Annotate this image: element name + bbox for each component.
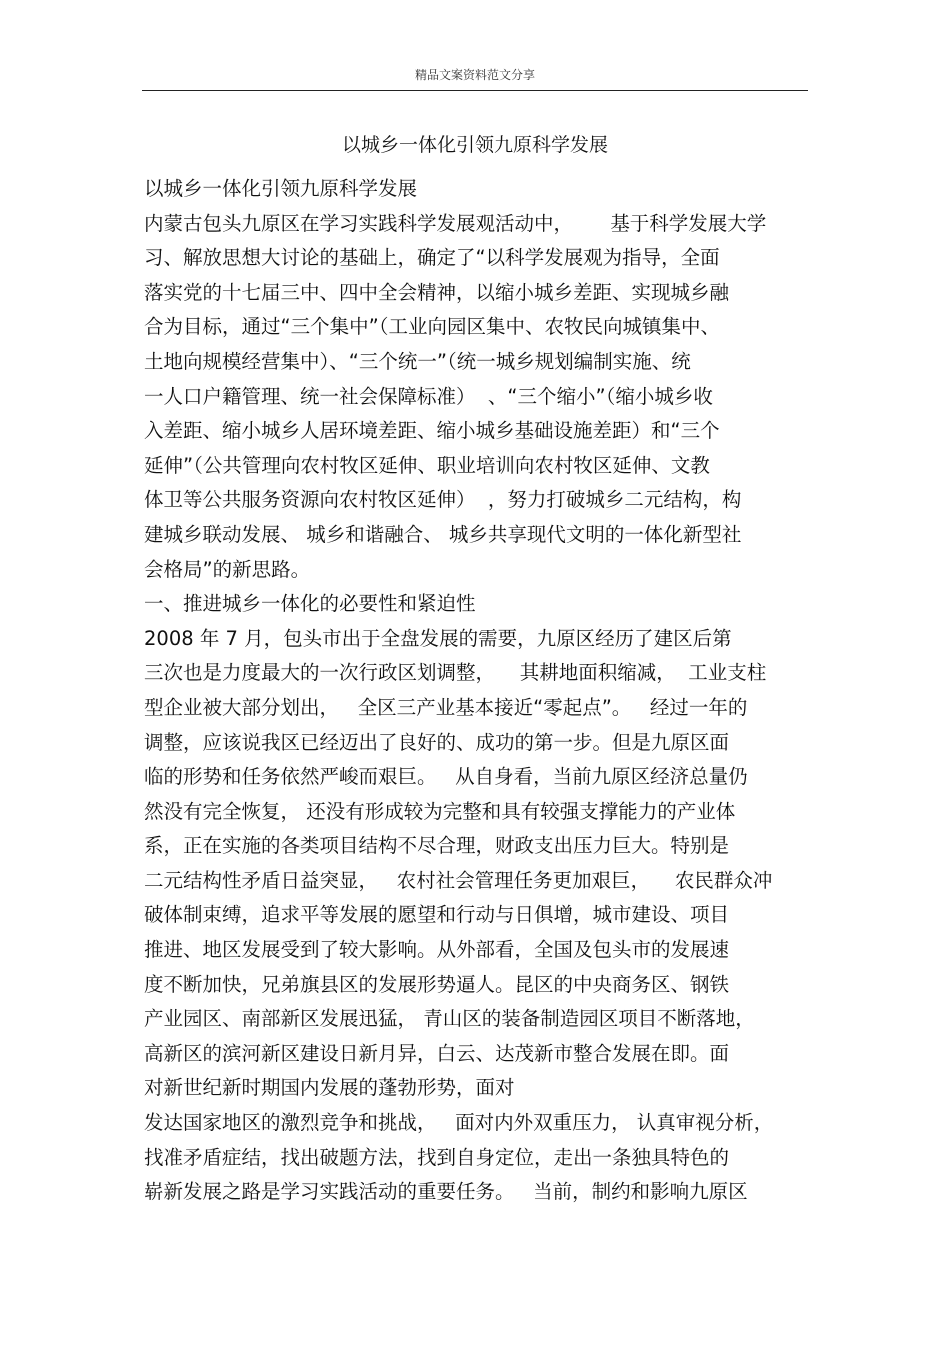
body-line: 一人口户籍管理、统一社会保障标准） 、“三个缩小”（缩小城乡收: [144, 384, 713, 408]
body-line: 产业园区、南部新区发展迅猛， 青山区的装备制造园区项目不断落地，: [144, 1007, 755, 1031]
body-line: 三次也是力度最大的一次行政区划调整， 其耕地面积缩减， 工业支柱: [144, 661, 767, 685]
body-line: 找准矛盾症结，找出破题方法，找到自身定位，走出一条独具特色的: [144, 1145, 730, 1169]
body-line: 会格局”的新思路。: [144, 557, 311, 581]
body-line: 系，正在实施的各类项目结构不尽合理，财政支出压力巨大。特别是: [144, 834, 730, 858]
document-body: [144, 172, 834, 1210]
body-line: 内蒙古包头九原区在学习实践科学发展观活动中， 基于科学发展大学: [144, 211, 767, 235]
body-line: 发达国家地区的激烈竞争和挑战， 面对内外双重压力， 认真审视分析，: [144, 1111, 774, 1135]
body-line: 2008 年 7 月，包头市出于全盘发展的需要，九原区经历了建区后第: [144, 626, 732, 650]
body-line: 以城乡一体化引领九原科学发展: [144, 177, 418, 200]
body-line: 高新区的滨河新区建设日新月异，白云、达茂新市整合发展在即。面: [144, 1041, 730, 1065]
body-line: 临的形势和任务依然严峻而艰巨。 从自身看，当前九原区经济总量仍: [144, 765, 748, 789]
body-line: 调整，应该说我区已经迈出了良好的、成功的第一步。但是九原区面: [144, 730, 730, 754]
body-line: 建城乡联动发展、 城乡和谐融合、 城乡共享现代文明的一体化新型社: [144, 522, 742, 546]
body-line: 推进、地区发展受到了较大影响。从外部看，全国及包头市的发展速: [144, 938, 730, 962]
body-line: 入差距、缩小城乡人居环境差距、缩小城乡基础设施差距）和“三个: [144, 419, 720, 443]
body-line: 然没有完全恢复， 还没有形成较为完整和具有较强支撑能力的产业体: [144, 799, 736, 823]
body-line: 破体制束缚，追求平等发展的愿望和行动与日俱增，城市建设、项目: [144, 903, 730, 927]
body-line: 土地向规模经营集中）、“三个统一”（统一城乡规划编制实施、统: [144, 349, 691, 373]
body-line: 型企业被大部分划出， 全区三产业基本接近“零起点”。 经过一年的: [144, 695, 748, 719]
body-line: 习、解放思想大讨论的基础上，确定了“以科学发展观为指导，全面: [144, 246, 720, 270]
body-line: 崭新发展之路是学习实践活动的重要任务。 当前，制约和影响九原区: [144, 1180, 748, 1204]
body-line: 度不断加快，兄弟旗县区的发展形势逼人。昆区的中央商务区、钢铁: [144, 972, 730, 996]
body-line: 落实党的十七届三中、四中全会精神，以缩小城乡差距、实现城乡融: [144, 280, 730, 304]
body-line: 体卫等公共服务资源向农村牧区延伸） ，努力打破城乡二元结构，构: [144, 488, 742, 512]
section-heading: 一、推进城乡一体化的必要性和紧迫性: [144, 592, 476, 616]
body-line: 延伸”（公共管理向农村牧区延伸、职业培训向农村牧区延伸、文教: [144, 453, 710, 477]
body-line: 对新世纪新时期国内发展的蓬勃形势，面对: [144, 1076, 515, 1100]
page-header: 精品文案资料范文分享: [414, 68, 535, 82]
body-line: 合为目标，通过“三个集中”（工业向园区集中、农牧民向城镇集中、: [144, 315, 720, 339]
document-title: 以城乡一体化引领九原科学发展: [341, 134, 608, 156]
header-divider: [142, 90, 808, 91]
body-line: 二元结构性矛盾日益突显， 农村社会管理任务更加艰巨， 农民群众冲: [144, 868, 773, 892]
